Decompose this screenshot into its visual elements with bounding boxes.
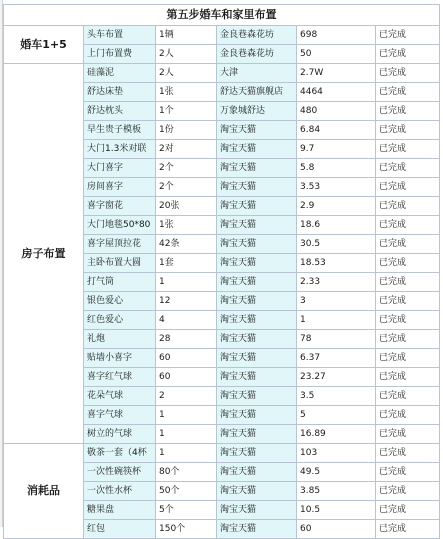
source-cell[interactable]: 万象城舒达 <box>217 102 297 121</box>
cost-cell[interactable]: 2.7W <box>297 64 376 83</box>
status-cell[interactable]: 已完成 <box>376 501 440 520</box>
status-cell[interactable]: 已完成 <box>376 330 440 349</box>
wedding-layout-table <box>3 4 440 539</box>
source-cell[interactable]: 金良巷森花坊 <box>217 26 297 45</box>
item-cell[interactable]: 糖果盘 <box>84 501 156 520</box>
cost-cell[interactable]: 23.27 <box>297 368 376 387</box>
cost-cell[interactable]: 3.85 <box>297 482 376 501</box>
qty-cell[interactable]: 60 <box>156 368 217 387</box>
status-cell[interactable]: 已完成 <box>376 292 440 311</box>
source-cell[interactable]: 淘宝天猫 <box>217 387 297 406</box>
item-cell[interactable]: 花朵气球 <box>84 387 156 406</box>
item-cell[interactable]: 大门1.3米对联 <box>84 140 156 159</box>
status-cell[interactable]: 已完成 <box>376 102 440 121</box>
source-cell[interactable]: 淘宝天猫 <box>217 349 297 368</box>
qty-cell[interactable]: 1 <box>156 273 217 292</box>
status-cell[interactable]: 已完成 <box>376 406 440 425</box>
source-cell[interactable]: 淘宝天猫 <box>217 425 297 444</box>
source-cell[interactable]: 淘宝天猫 <box>217 273 297 292</box>
qty-cell[interactable]: 4 <box>156 311 217 330</box>
qty-cell[interactable]: 1 <box>156 406 217 425</box>
item-cell[interactable]: 一次性碗筷杯 <box>84 463 156 482</box>
qty-cell[interactable]: 2人 <box>156 45 217 64</box>
item-cell[interactable]: 上门布置费 <box>84 45 156 64</box>
source-cell[interactable]: 金良巷森花坊 <box>217 45 297 64</box>
table-row <box>4 64 440 83</box>
status-cell[interactable]: 已完成 <box>376 178 440 197</box>
qty-cell[interactable]: 1 <box>156 444 217 463</box>
cost-cell[interactable]: 2.9 <box>297 197 376 216</box>
source-cell[interactable]: 淘宝天猫 <box>217 216 297 235</box>
cost-cell[interactable]: 18.6 <box>297 216 376 235</box>
cost-cell[interactable]: 3 <box>297 292 376 311</box>
cost-cell[interactable]: 5 <box>297 406 376 425</box>
cost-cell[interactable]: 103 <box>297 444 376 463</box>
source-cell[interactable]: 淘宝天猫 <box>217 178 297 197</box>
cost-cell[interactable]: 6.37 <box>297 349 376 368</box>
cost-cell[interactable]: 1 <box>297 311 376 330</box>
item-cell[interactable]: 早生贵子模板 <box>84 121 156 140</box>
cost-cell[interactable]: 4464 <box>297 83 376 102</box>
qty-cell[interactable]: 2对 <box>156 140 217 159</box>
item-cell[interactable]: 喜字红气球 <box>84 368 156 387</box>
item-cell[interactable]: 礼炮 <box>84 330 156 349</box>
source-cell[interactable]: 大津 <box>217 64 297 83</box>
qty-cell[interactable]: 1辆 <box>156 26 217 45</box>
cost-cell[interactable]: 3.5 <box>297 387 376 406</box>
source-cell[interactable]: 淘宝天猫 <box>217 482 297 501</box>
cost-cell[interactable]: 49.5 <box>297 463 376 482</box>
item-cell[interactable]: 树立的气球 <box>84 425 156 444</box>
qty-cell[interactable]: 1张 <box>156 216 217 235</box>
source-cell[interactable]: 淘宝天猫 <box>217 444 297 463</box>
status-cell[interactable]: 已完成 <box>376 216 440 235</box>
cost-cell[interactable]: 9.7 <box>297 140 376 159</box>
status-cell[interactable]: 已完成 <box>376 349 440 368</box>
item-cell[interactable]: 舒达床垫 <box>84 83 156 102</box>
status-cell[interactable]: 已完成 <box>376 444 440 463</box>
cost-cell[interactable]: 78 <box>297 330 376 349</box>
status-cell[interactable]: 已完成 <box>376 83 440 102</box>
item-cell[interactable]: 银色爱心 <box>84 292 156 311</box>
qty-cell[interactable]: 1个 <box>156 102 217 121</box>
qty-cell[interactable]: 80个 <box>156 463 217 482</box>
qty-cell[interactable]: 1张 <box>156 83 217 102</box>
status-cell[interactable]: 已完成 <box>376 387 440 406</box>
qty-cell[interactable]: 60 <box>156 349 217 368</box>
qty-cell[interactable]: 42条 <box>156 235 217 254</box>
status-cell[interactable]: 已完成 <box>376 64 440 83</box>
cost-cell[interactable]: 50 <box>297 45 376 64</box>
cost-cell[interactable]: 16.89 <box>297 425 376 444</box>
source-cell[interactable]: 淘宝天猫 <box>217 368 297 387</box>
item-cell[interactable]: 一次性水杯 <box>84 482 156 501</box>
status-cell[interactable]: 已完成 <box>376 140 440 159</box>
qty-cell[interactable]: 1 <box>156 425 217 444</box>
status-cell[interactable]: 已完成 <box>376 368 440 387</box>
item-cell[interactable]: 红色爱心 <box>84 311 156 330</box>
cost-cell[interactable]: 10.5 <box>297 501 376 520</box>
source-cell[interactable]: 淘宝天猫 <box>217 501 297 520</box>
item-cell[interactable]: 大门喜字 <box>84 159 156 178</box>
source-cell[interactable]: 淘宝天猫 <box>217 197 297 216</box>
item-cell[interactable]: 打气筒 <box>84 273 156 292</box>
item-cell[interactable]: 房间喜字 <box>84 178 156 197</box>
source-cell[interactable]: 淘宝天猫 <box>217 159 297 178</box>
qty-cell[interactable]: 2人 <box>156 64 217 83</box>
cost-cell[interactable]: 5.8 <box>297 159 376 178</box>
cost-cell[interactable]: 480 <box>297 102 376 121</box>
cost-cell[interactable]: 2.33 <box>297 273 376 292</box>
source-cell[interactable]: 淘宝天猫 <box>217 406 297 425</box>
status-cell[interactable]: 已完成 <box>376 197 440 216</box>
cost-cell[interactable]: 698 <box>297 26 376 45</box>
item-cell[interactable]: 喜字气球 <box>84 406 156 425</box>
qty-cell[interactable]: 12 <box>156 292 217 311</box>
item-cell[interactable]: 红包 <box>84 520 156 539</box>
qty-cell[interactable]: 2个 <box>156 159 217 178</box>
status-cell[interactable]: 已完成 <box>376 235 440 254</box>
status-cell[interactable]: 已完成 <box>376 159 440 178</box>
source-cell[interactable]: 舒达天猫旗舰店 <box>217 83 297 102</box>
status-cell[interactable]: 已完成 <box>376 45 440 64</box>
qty-cell[interactable]: 20张 <box>156 197 217 216</box>
status-cell[interactable]: 已完成 <box>376 254 440 273</box>
group-label[interactable]: 婚车1+5 <box>4 26 84 64</box>
qty-cell[interactable]: 1份 <box>156 121 217 140</box>
qty-cell[interactable]: 50个 <box>156 482 217 501</box>
source-cell[interactable]: 淘宝天猫 <box>217 254 297 273</box>
source-cell[interactable]: 淘宝天猫 <box>217 121 297 140</box>
status-cell[interactable]: 已完成 <box>376 425 440 444</box>
title-row <box>4 5 440 26</box>
table-title[interactable]: 第五步婚车和家里布置 <box>4 5 440 26</box>
qty-cell[interactable]: 150个 <box>156 520 217 539</box>
source-cell[interactable]: 淘宝天猫 <box>217 330 297 349</box>
group-label[interactable]: 消耗品 <box>4 444 84 539</box>
source-cell[interactable]: 淘宝天猫 <box>217 140 297 159</box>
qty-cell[interactable]: 1套 <box>156 254 217 273</box>
status-cell[interactable]: 已完成 <box>376 121 440 140</box>
item-cell[interactable]: 主卧布置大圆 <box>84 254 156 273</box>
table-row <box>4 444 440 463</box>
status-cell[interactable]: 已完成 <box>376 26 440 45</box>
item-cell[interactable]: 喜字屋顶拉花 <box>84 235 156 254</box>
cost-cell[interactable]: 6.84 <box>297 121 376 140</box>
qty-cell[interactable]: 28 <box>156 330 217 349</box>
item-cell[interactable]: 敬茶一套（4杯 <box>84 444 156 463</box>
status-cell[interactable]: 已完成 <box>376 520 440 539</box>
qty-cell[interactable]: 2 <box>156 387 217 406</box>
source-cell[interactable]: 淘宝天猫 <box>217 235 297 254</box>
source-cell[interactable]: 淘宝天猫 <box>217 520 297 539</box>
source-cell[interactable]: 淘宝天猫 <box>217 463 297 482</box>
item-cell[interactable]: 头车布置 <box>84 26 156 45</box>
cost-cell[interactable]: 60 <box>297 520 376 539</box>
status-cell[interactable]: 已完成 <box>376 311 440 330</box>
item-cell[interactable]: 贴墙小喜字 <box>84 349 156 368</box>
cost-cell[interactable]: 18.53 <box>297 254 376 273</box>
status-cell[interactable]: 已完成 <box>376 273 440 292</box>
item-cell[interactable]: 大门地毯50*80 <box>84 216 156 235</box>
cost-cell[interactable]: 30.5 <box>297 235 376 254</box>
source-cell[interactable]: 淘宝天猫 <box>217 311 297 330</box>
cost-cell[interactable]: 3.53 <box>297 178 376 197</box>
item-cell[interactable]: 喜字窗花 <box>84 197 156 216</box>
item-cell[interactable]: 舒达枕头 <box>84 102 156 121</box>
item-cell[interactable]: 硅藻泥 <box>84 64 156 83</box>
qty-cell[interactable]: 5个 <box>156 501 217 520</box>
table-row <box>4 26 440 45</box>
qty-cell[interactable]: 2个 <box>156 178 217 197</box>
group-label[interactable]: 房子布置 <box>4 64 84 444</box>
status-cell[interactable]: 已完成 <box>376 482 440 501</box>
source-cell[interactable]: 淘宝天猫 <box>217 292 297 311</box>
status-cell[interactable]: 已完成 <box>376 463 440 482</box>
